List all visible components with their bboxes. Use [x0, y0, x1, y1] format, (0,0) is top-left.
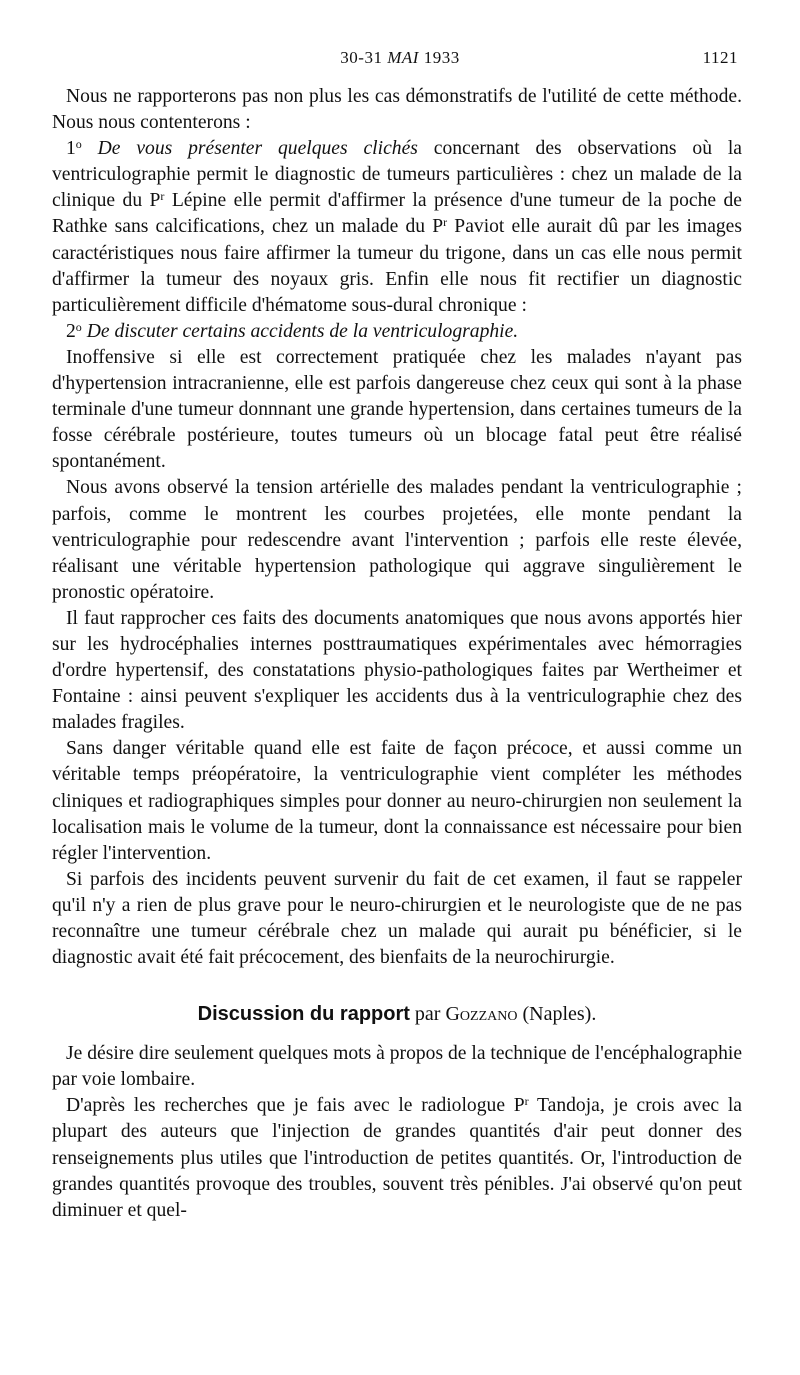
paragraph-incidents: Si parfois des incidents peuvent survenir du fait de cet examen, il faut se rappeler qu'il n'y a rien de plus grave pour le neuro-chirurgien et le neurologiste que de ne pas reconnaître une tumeur cérébrale chez un malade qui aurait pu bénéficier, si le diagnostic avait été fait précocement, des bienfaits de la neurochirurgie.	[52, 868, 742, 969]
superscript: r	[160, 189, 165, 204]
header-date	[0, 48, 800, 68]
paragraph-item-1	[52, 136, 742, 319]
header-year: 1933	[418, 48, 460, 67]
item-number: 2	[66, 320, 76, 342]
item-heading: De vous présenter quelques clichés	[81, 138, 418, 160]
item-number: 1	[66, 138, 76, 160]
section-location: (Naples).	[517, 1003, 597, 1026]
text-run: Paviot elle aurait dû par les images caractéristiques nous faire affirmer la tumeur du trigone, dans un cas elle nous permit d'affirmer la tumeur des noyaux gris. Enfin elle nous fit rectifier un diagnostic particulièrement difficile d'hématome sous-dural chronique :	[52, 216, 743, 316]
article-body	[52, 84, 742, 1224]
section-heading	[52, 1001, 742, 1027]
superscript: r	[443, 215, 448, 230]
section-title-par: par	[409, 1003, 446, 1026]
text-run: concernant des observations où la ventriculographie permit le diagnostic de tumeurs particulières : chez un malade de la clinique du P	[52, 138, 742, 212]
header-day: 30-31	[340, 48, 388, 67]
ordinal-mark: o	[75, 319, 82, 334]
paragraph-documents: Il faut rapprocher ces faits des documents anatomiques que nous avons apportés hier sur les hydrocéphalies internes posttraumatiques expérimentales avec hémorragies d'ordre hypertensif, des constatations physio-pathologiques faites par Wertheimer et Fontaine : ainsi peuvent s'expliquer les accidents dus à la ventriculographie chez des malades fragiles.	[52, 607, 742, 734]
superscript: r	[524, 1094, 529, 1109]
paragraph-intro: Nous ne rapporterons pas non plus les cas démonstratifs de l'utilité de cette méthode. Nous nous contenterons :	[52, 86, 742, 134]
header-month: MAI	[387, 48, 419, 67]
paragraph-discussion-1: Je désire dire seulement quelques mots à propos de la technique de l'encéphalographie par voie lombaire.	[52, 1043, 743, 1091]
paragraph-item-2	[52, 319, 742, 345]
running-header	[0, 48, 800, 72]
text-run: Tandoja, je crois avec la plupart des auteurs que l'injection de grandes quantités d'air peut donner des renseignements plus utiles que l'introduction de petites quantités. Or, l'introduction de grandes quantités provoque des troubles, souvent très pénibles. J'ai observé qu'on peut diminuer et quel-	[52, 1095, 742, 1221]
page-number: 1121	[702, 48, 738, 67]
section-author: Gozzano	[445, 1003, 518, 1026]
paragraph-discussion-2	[52, 1093, 742, 1223]
paragraph-sans-danger: Sans danger véritable quand elle est faite de façon précoce, et aussi comme un véritable temps préopératoire, la ventriculographie vient compléter les méthodes cliniques et radiographiques simples pour donner au neuro-chirurgien non seulement la localisation mais le volume de la tumeur, dont la connaissance est nécessaire pour bien régler l'intervention.	[52, 738, 742, 864]
text-run: D'après les recherches que je fais avec le radiologue P	[66, 1095, 525, 1117]
section-title-main: Discussion du rapport	[197, 1003, 410, 1026]
ordinal-mark: o	[75, 137, 82, 152]
paragraph-tension: Nous avons observé la tension artérielle des malades pendant la ventriculographie ; parfois, comme le montrent les courbes projetées, elle monte pendant la ventriculographie pour redescendre avant l'intervention ; parfois elle reste élevée, réalisant une véritable hypertension pathologique qui aggrave singulièrement le pronostic opératoire.	[52, 477, 742, 603]
item-heading: De discuter certains accidents de la ventriculographie.	[81, 320, 519, 342]
text-run: Lépine elle permit d'affirmer la présence d'une tumeur de la poche de Rathke sans calcifications, chez un malade du P	[52, 190, 742, 238]
paragraph-inoffensive: Inoffensive si elle est correctement pratiquée chez les malades n'ayant pas d'hypertension intracranienne, elle est parfois dangereuse chez ceux qui sont à la phase terminale d'une tumeur donnnant une grande hypertension, dans certaines tumeurs de la fosse cérébrale postérieure, toutes tumeurs où un blocage fatal peut être réalisé spontanément.	[52, 346, 742, 473]
